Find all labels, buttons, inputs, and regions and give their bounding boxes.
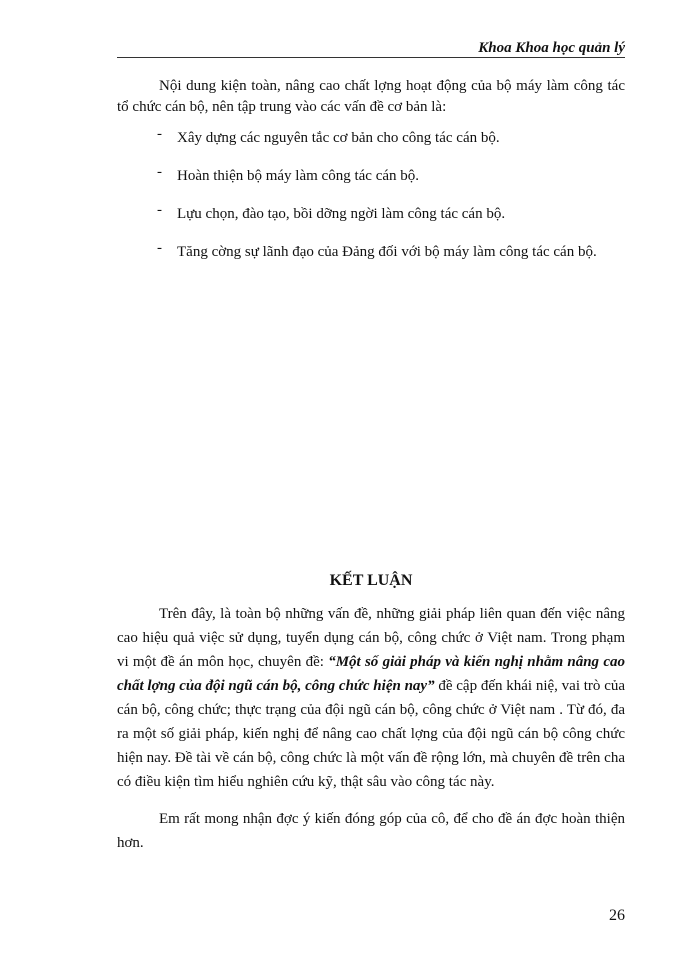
bullet-marker: - [157,240,162,256]
bullet-list [117,128,625,263]
conclusion-paragraph-2: Em rất mong nhận đợc ý kiến đóng góp của cô, để cho đề án đợc hoàn thiện hơn. [117,811,625,851]
list-item-text: Hoàn thiện bộ máy làm công tác cán bộ. [177,168,420,184]
page-number: 26 [609,907,625,924]
bullet-marker: - [157,164,162,180]
bullet-marker: - [157,126,162,142]
conclusion-paragraph-1 [117,602,625,794]
intro-paragraph: Nội dung kiện toàn, nâng cao chất lợng hoạt động của bộ máy làm công tác tổ chức cán bộ, nên tập trung vào các vấn đề cơ bản là: [117,78,625,115]
list-item [117,128,625,149]
header-title: Khoa Khoa học quản lý [478,40,625,56]
conclusion-section [117,602,625,855]
list-item [117,166,625,187]
project-title: “Một số giải pháp và kiến nghị nhằm nâng cao chất lợng của đội ngũ cán bộ, công chức hiện nay” [117,654,625,694]
paragraph-text: đề cập đến khái niệ, vai trò của cán bộ, công chức; thực trạng của đội ngũ cán bộ, công chức ở Việt nam . Từ đó, đa ra một số giải pháp, kiến nghị để nâng cao chất lợng của đội ngũ cán bộ công chức hiện nay. Đề tài về cán bộ, công chức là một vấn đề rộng lớn, mà chuyên đề trên cha có điều kiện tìm hiểu nghiên cứu kỹ, thật sâu vào công tác này. [117,678,626,790]
paragraph-text: Trên đây, là toàn bộ những vấn đề, những giải pháp liên quan đến việc nâng cao hiệu quả việc sử dụng, tuyển dụng cán bộ, công chức ở Việt nam. Trong phạm vi một đề án môn học, chuyên đề: [117,606,625,670]
page-header [117,40,625,58]
intro-section [117,76,625,280]
list-item-text: Lựu chọn, đào tạo, bồi dỡng ngời làm công tác cán bộ. [177,206,506,222]
header-rule [117,57,625,58]
list-item-text: Xây dựng các nguyên tắc cơ bản cho công tác cán bộ. [177,130,500,146]
section-heading: KẾT LUẬN [329,572,413,589]
list-item-text: Tăng cờng sự lãnh đạo của Đảng đối với bộ máy làm công tác cán bộ. [177,244,597,260]
list-item [117,242,625,263]
bullet-marker: - [157,202,162,218]
list-item [117,204,625,225]
